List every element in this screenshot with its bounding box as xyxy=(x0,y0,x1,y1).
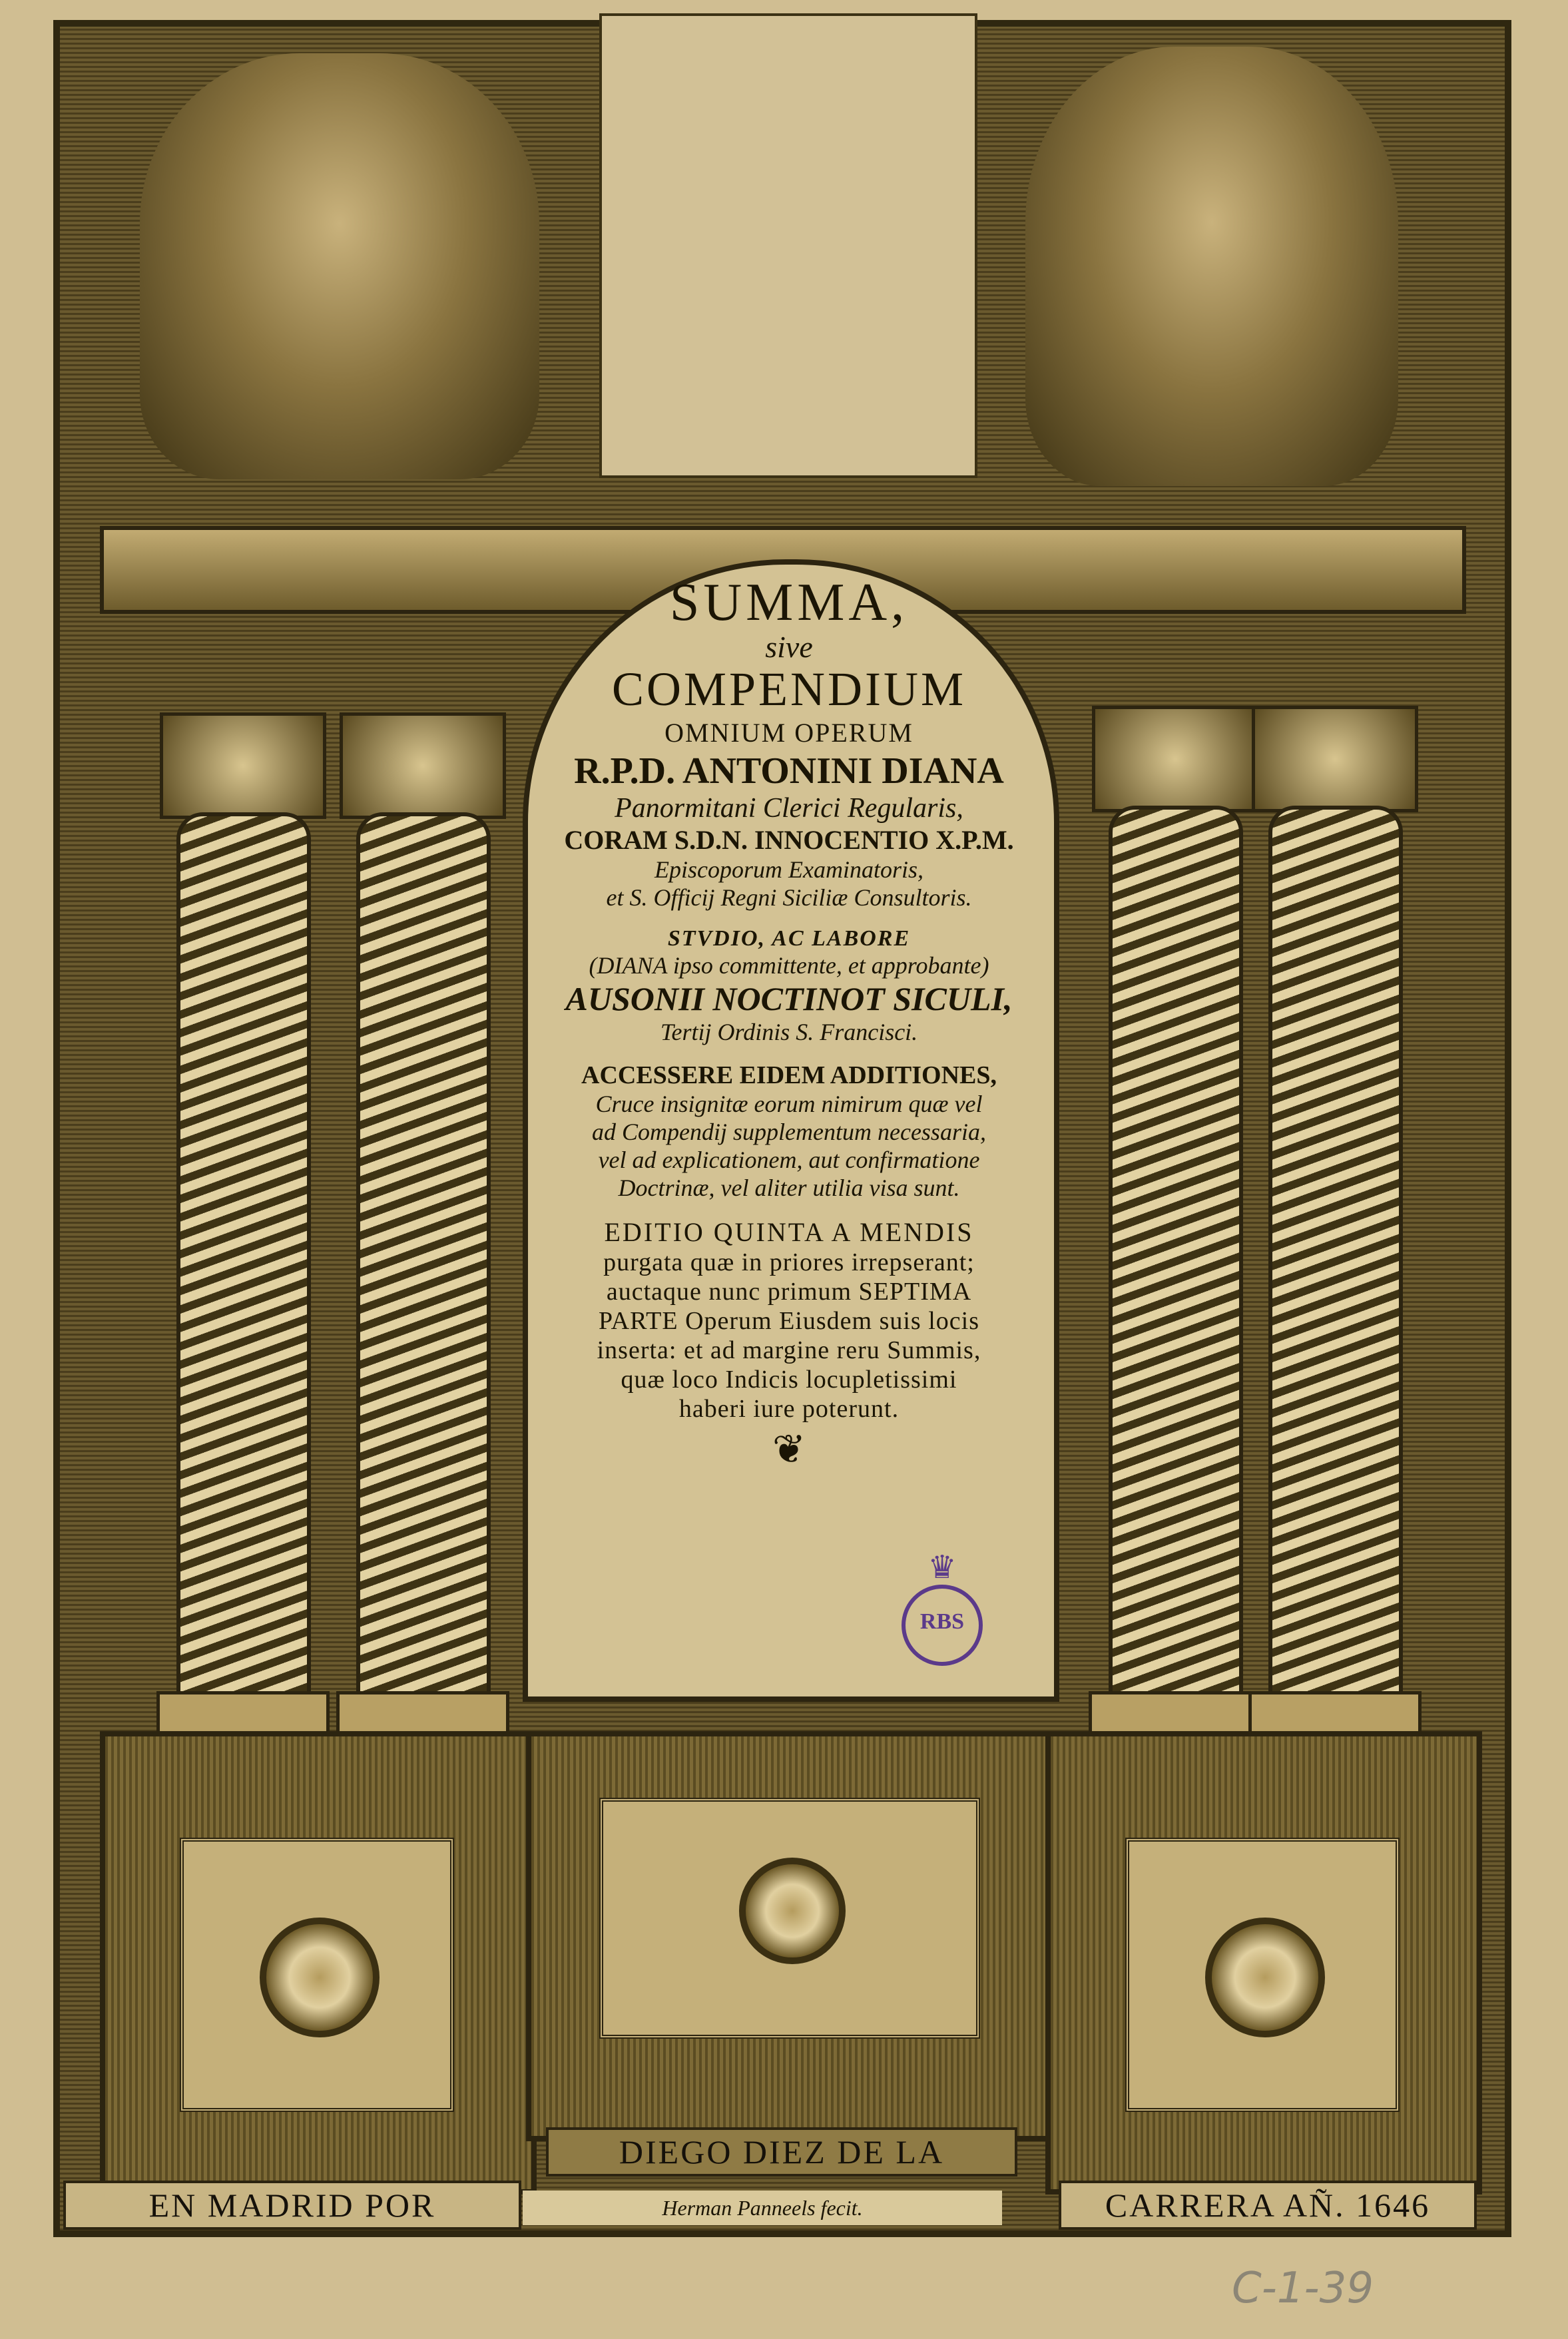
rosette-center xyxy=(739,1858,846,1964)
title-author: R.P.D. ANTONINI DIANA xyxy=(574,750,1004,792)
additiones-line-3: ad Compendij supplementum necessaria, xyxy=(592,1119,986,1145)
additiones-line-4: vel ad explicationem, aut confirmatione xyxy=(598,1147,980,1173)
studio-line-2: (DIANA ipso committente, et approbante) xyxy=(589,952,989,979)
title-episcoporum: Episcoporum Examinatoris, xyxy=(654,856,923,883)
blank-cartouche xyxy=(599,13,977,478)
justice-figure xyxy=(140,53,539,479)
fleuron-ornament: ❦ xyxy=(772,1428,806,1471)
twisted-column-3 xyxy=(1109,806,1243,1739)
title-officij: et S. Officij Regni Siciliæ Consultoris. xyxy=(606,884,972,911)
twisted-column-4 xyxy=(1268,806,1403,1739)
peace-figure xyxy=(1025,47,1398,486)
editio-line-4: PARTE Operum Eiusdem suis locis xyxy=(599,1307,979,1335)
twisted-column-1 xyxy=(176,812,311,1746)
title-sive: sive xyxy=(765,630,813,664)
capital-2 xyxy=(340,712,506,819)
title-block xyxy=(529,573,1049,1473)
imprint-middle: DIEGO DIEZ DE LA xyxy=(546,2127,1017,2177)
editio-line-5: inserta: et ad margine reru Summis, xyxy=(597,1336,981,1364)
studio-line-4: Tertij Ordinis S. Francisci. xyxy=(660,1019,918,1045)
capital-1 xyxy=(160,712,326,819)
editio-line-3: auctaque nunc primum SEPTIMA xyxy=(606,1278,972,1306)
title-summa: SUMMA, xyxy=(669,573,909,632)
library-stamp xyxy=(899,1551,985,1665)
editio-line-7: haberi iure poterunt. xyxy=(678,1395,900,1423)
studio-line-1: STVDIO, AC LABORE xyxy=(667,926,911,951)
capital-3 xyxy=(1092,706,1258,812)
title-compendium: COMPENDIUM xyxy=(611,662,967,716)
editio-line-6: quæ loco Indicis locupletissimi xyxy=(621,1366,957,1394)
additiones-line-2: Cruce insignitæ eorum nimirum quæ vel xyxy=(595,1091,983,1117)
title-omnium: OMNIUM OPERUM xyxy=(664,718,914,748)
editio-line-2: purgata quæ in priores irrepserant; xyxy=(603,1248,975,1276)
imprint-right: CARRERA AÑ. 1646 xyxy=(1059,2181,1477,2230)
rosette-left xyxy=(260,1918,380,2037)
imprint-left: EN MADRID POR xyxy=(63,2181,521,2230)
title-panormitani: Panormitani Clerici Regularis, xyxy=(615,793,963,824)
shelfmark: C-1-39 xyxy=(1232,2264,1374,2313)
title-coram: CORAM S.D.N. INNOCENTIO X.P.M. xyxy=(564,825,1014,855)
additiones-line-5: Doctrinæ, vel aliter utilia visa sunt. xyxy=(618,1174,960,1201)
studio-line-3: AUSONII NOCTINOT SICULI, xyxy=(565,980,1013,1017)
rosette-right xyxy=(1205,1918,1325,2037)
crown-icon: ♛ xyxy=(927,1550,957,1585)
engraver-credit: Herman Panneels fecit. xyxy=(523,2191,1002,2225)
additiones-line-1: ACCESSERE EIDEM ADDITIONES, xyxy=(581,1061,997,1089)
twisted-column-2 xyxy=(356,812,491,1746)
capital-4 xyxy=(1252,706,1418,812)
stamp-monogram: RBS xyxy=(902,1585,983,1666)
editio-line-1: EDITIO QUINTA A MENDIS xyxy=(604,1217,974,1247)
